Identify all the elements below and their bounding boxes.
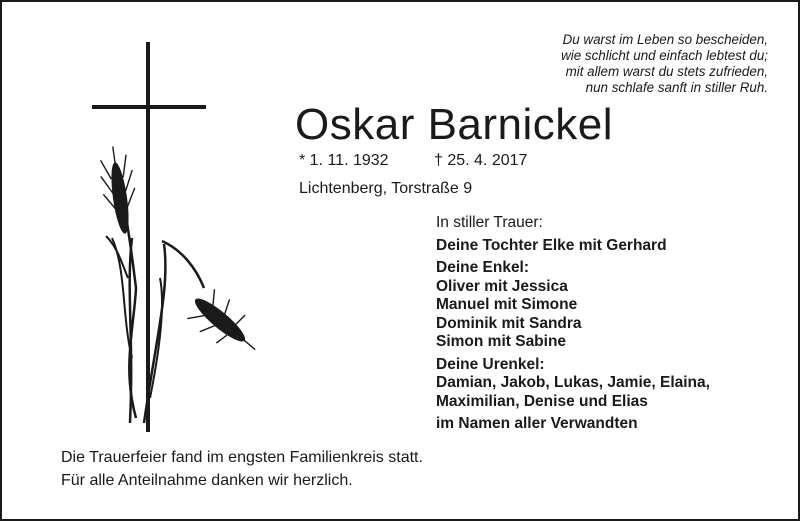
wheat-stalk bbox=[162, 241, 204, 288]
wheat-ear bbox=[181, 283, 262, 367]
wheat-leaf bbox=[106, 236, 128, 278]
great-grandchild-line: Maximilian, Denise und Elias bbox=[436, 392, 648, 410]
address: Lichtenberg, Torstraße 9 bbox=[299, 180, 473, 197]
deceased-name: Oskar Barnickel bbox=[295, 100, 614, 149]
cross-horizontal-beam bbox=[92, 105, 206, 109]
death-date: † 25. 4. 2017 bbox=[434, 152, 528, 169]
grandchild-line: Simon mit Sabine bbox=[436, 333, 567, 350]
closing-line: Die Trauerfeier fand im engsten Familienkreis statt. bbox=[61, 449, 423, 466]
poem-line: nun schlafe sanft in stiller Ruh. bbox=[585, 80, 768, 95]
daughter-line: Deine Tochter Elke mit Gerhard bbox=[436, 236, 667, 254]
grandchildren-heading: Deine Enkel: bbox=[436, 259, 530, 276]
mourners-list bbox=[436, 214, 776, 434]
relatives-line: im Namen aller Verwandten bbox=[436, 415, 638, 432]
wheat-ear bbox=[97, 144, 141, 236]
closing-text bbox=[61, 446, 423, 492]
poem-line: mit allem warst du stets zufrieden, bbox=[565, 64, 768, 79]
poem-line: Du warst im Leben so bescheiden, bbox=[562, 32, 768, 47]
grandchild-line: Oliver mit Jessica bbox=[436, 277, 568, 295]
poem bbox=[432, 32, 768, 96]
great-grandchild-line: Damian, Jakob, Lukas, Jamie, Elaina, bbox=[436, 374, 710, 391]
grandchild-line: Dominik mit Sandra bbox=[436, 314, 582, 332]
grandchild-line: Manuel mit Simone bbox=[436, 296, 578, 313]
closing-line: Für alle Anteilnahme danken wir herzlich. bbox=[61, 472, 353, 489]
great-grandchildren-heading: Deine Urenkel: bbox=[436, 355, 545, 373]
birth-date: * 1. 11. 1932 bbox=[299, 152, 389, 169]
poem-line: wie schlicht und einfach lebtest du; bbox=[561, 48, 768, 63]
cross-with-wheat-icon bbox=[92, 38, 262, 438]
cross-vertical-beam bbox=[146, 42, 150, 432]
mourners-intro: In stiller Trauer: bbox=[436, 214, 543, 231]
